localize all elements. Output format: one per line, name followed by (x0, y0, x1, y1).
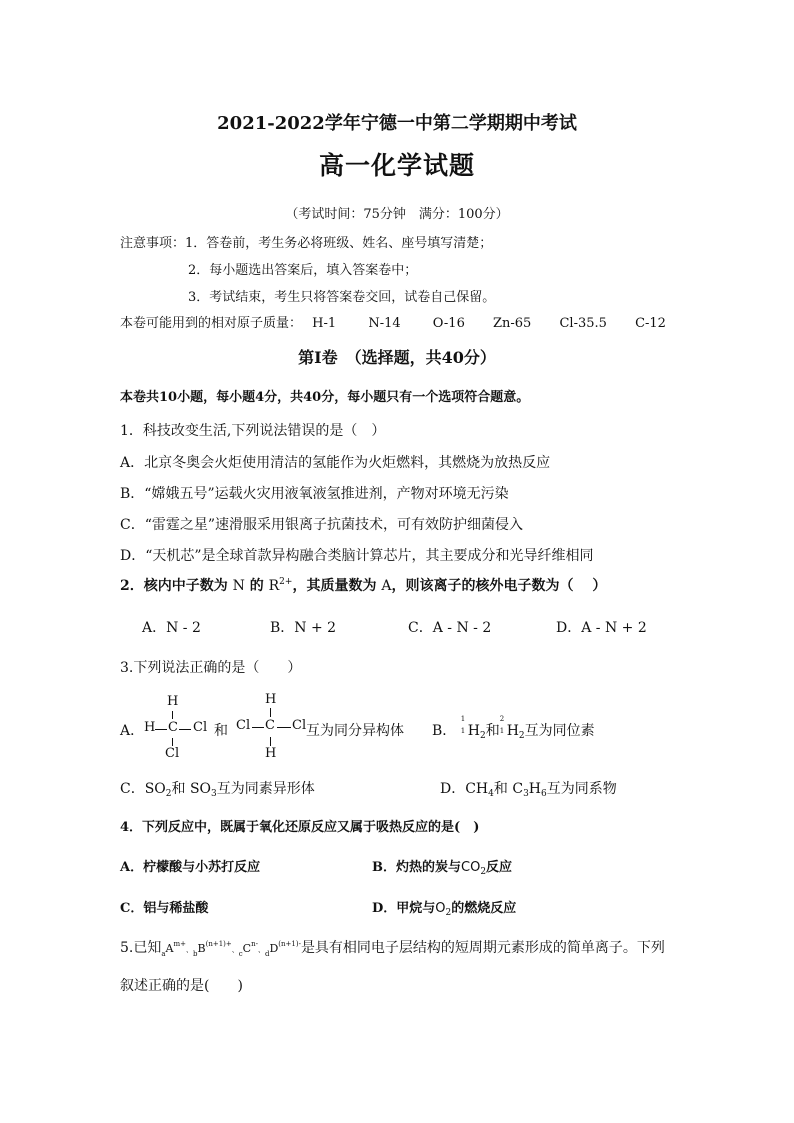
q3-d-sub-3: 6 (541, 789, 547, 799)
mol2-bond-right (277, 727, 291, 728)
q4-option-d (372, 897, 516, 916)
atomic-mass-cl: Cl-35.5 (559, 316, 607, 331)
exam-time-info: （考试时间：75分钟 满分：100分） (285, 207, 509, 222)
q5-stem-part-1: 5.已知 (120, 940, 162, 956)
q2-stem-part-4: ，则该离子的核外电子数为（ ） (391, 578, 607, 594)
q3-stem: 3.下列说法正确的是（ ） (120, 660, 302, 676)
q2-neutron-symbol: N (232, 578, 245, 594)
q3-and: 和 (214, 723, 228, 739)
q3-c-sub-1: 2 (165, 789, 172, 799)
q4-d-part-1: D．甲烷与 (372, 901, 436, 916)
section-instruction: 本卷共10小题，每小题4分，共40分，每小题只有一个选项符合题意。 (120, 390, 530, 405)
q1-option-d: D．“天机芯”是全球首款异构融合类脑计算芯片，其主要成分和光导纤维相同 (120, 548, 594, 564)
q2-stem-part-1: 2．核内中子数为 (120, 578, 228, 594)
mol2-center-atom: C (265, 718, 275, 733)
q2-ion-charge: 2+ (279, 577, 293, 587)
q3-molecule-1 (142, 690, 212, 765)
q3-option-d (440, 778, 617, 798)
q3-c-tail: 互为同素异形体 (216, 781, 315, 797)
q2-stem-part-2: 的 (249, 578, 264, 594)
q2-option-b: B．N + 2 (270, 620, 337, 636)
q5-stem-line-1 (120, 937, 665, 957)
q1-option-a: A．北京冬奥会火炬使用清洁的氢能作为火炬燃料，其燃烧为放热反应 (120, 455, 551, 471)
q3-b-subscript-2: 2 (518, 731, 525, 741)
atomic-mass-zn: Zn-65 (492, 316, 532, 331)
q3-d-sub-2: 3 (523, 789, 529, 799)
mol2-bond-left (252, 727, 264, 728)
q4-option-a: A．柠檬酸与小苏打反应 (120, 860, 261, 875)
mol2-top-atom: H (265, 692, 277, 707)
atomic-mass-label: 本卷可能用到的相对原子质量： (120, 316, 303, 331)
q3-d-part-1: D．CH (440, 781, 489, 797)
q5-ion-b: B (197, 942, 206, 955)
q5-ion-a-prefix: a (161, 950, 166, 958)
q3-c-part-1: C．SO (120, 781, 166, 797)
atomic-mass-n: N-14 (368, 316, 401, 331)
q3-molecule-2 (234, 690, 310, 765)
exam-subtitle: 高一化学试题 (318, 151, 475, 180)
q3-option-a-label: A． (120, 723, 145, 739)
q3-b-mass-1: 1 (460, 715, 466, 723)
q5-ion-d-prefix: d (264, 950, 270, 958)
q4-option-b (372, 856, 512, 875)
notes-item-3: 3．考试结束，考生只将答案卷交回，试卷自己保留。 (188, 290, 496, 305)
q2-mass-symbol: A (381, 578, 392, 594)
q5-sep-2: 、 (231, 946, 239, 954)
q3-d-part-2: 和 C (493, 781, 524, 797)
exam-title: 2021-2022学年宁德一中第二学期期中考试 (217, 113, 577, 134)
q3-c-sub-2: 3 (211, 789, 217, 799)
mol1-bond-left (155, 729, 167, 730)
mol1-bottom-atom: Cl (165, 746, 180, 761)
mol2-bond-bottom (270, 737, 271, 746)
q4-stem: 4．下列反应中，既属于氧化还原反应又属于吸热反应的是( ) (120, 820, 480, 835)
mol2-right-atom: Cl (292, 718, 307, 733)
q5-ion-a: A (165, 942, 174, 955)
q4-b-subscript: 2 (480, 867, 487, 877)
mol1-top-atom: H (167, 694, 179, 709)
q3-b-element-1: H (467, 723, 480, 739)
section-heading: 第Ⅰ卷 （选择题，共40分） (298, 348, 496, 367)
notes-label: 注意事项： (120, 236, 186, 251)
q3-option-c (120, 778, 315, 798)
q3-b-subscript-1: 2 (479, 731, 486, 741)
q5-ion-b-charge: (n+1)+ (205, 940, 232, 948)
notes-item-2: 2．每小题选出答案后，填入答案卷中； (188, 263, 418, 278)
q5-ion-d-charge: (n+1)- (278, 940, 301, 948)
q3-d-part-3: H (528, 781, 542, 797)
q5-sep-1: 、 (186, 946, 194, 954)
q2-option-d: D．A - N + 2 (556, 620, 647, 636)
q5-ion-a-charge: m+ (173, 940, 187, 948)
mol1-bond-top (172, 711, 173, 719)
q1-stem: 1．科技改变生活,下列说法错误的是（ ） (120, 423, 386, 439)
q3-c-part-2: 和 SO (171, 781, 212, 797)
q4-b-part-2: 反应 (486, 860, 513, 875)
atomic-mass-c: C-12 (635, 316, 666, 331)
q4-d-formula: O (435, 901, 446, 916)
mol1-left-atom: H (144, 720, 156, 735)
atomic-mass-o: O-16 (432, 316, 465, 331)
mol1-bond-right (179, 729, 191, 730)
q5-stem-line-2: 叙述正确的是( ) (120, 978, 243, 994)
q3-b-atomic-1: 1 (460, 727, 466, 735)
atomic-mass-line (120, 312, 666, 331)
q5-ion-c-prefix: c (238, 950, 243, 958)
q3-b-isotope-1 (460, 715, 468, 735)
q3-b-mass-2: 2 (499, 715, 505, 723)
notes-item-1: 1．答卷前，考生务必将班级、姓名、座号填写清楚； (185, 236, 493, 251)
q1-option-b: B．“嫦娥五号”运载火灾用液氧液氢推进剂，产物对环境无污染 (120, 486, 509, 502)
mol1-right-atom: Cl (193, 720, 208, 735)
q5-stem-part-2: 是具有相同电子层结构的短周期元素形成的简单离子。下列 (300, 940, 665, 956)
mol2-bond-top (270, 708, 271, 717)
mol2-left-atom: Cl (236, 718, 251, 733)
q2-stem-part-3: ，其质量数为 (292, 578, 377, 594)
mol1-bond-bottom (172, 738, 173, 746)
q3-option-a-tail: 互为同分异构体 (306, 723, 404, 739)
mol1-center-atom: C (168, 720, 178, 735)
q2-stem (120, 575, 606, 595)
q5-sep-3: 、 (257, 946, 265, 954)
q3-b-tail: 互为同位素 (524, 723, 595, 739)
q3-d-sub-1: 4 (488, 789, 494, 799)
q3-option-b (432, 715, 595, 741)
q3-option-b-label: B． (432, 723, 457, 739)
q3-b-and: 和 (485, 723, 500, 739)
q4-b-formula: CO (461, 860, 481, 875)
atomic-mass-h: H-1 (312, 316, 337, 331)
q2-option-c: C．A - N - 2 (408, 620, 492, 636)
q1-option-c: C．“雷霆之星”速滑服采用银离子抗菌技术，可有效防护细菌侵入 (120, 517, 524, 533)
q2-option-a: A．N - 2 (142, 620, 201, 636)
q3-d-tail: 互为同系物 (546, 781, 617, 797)
q2-ion-symbol: R (268, 578, 280, 594)
q4-option-c: C．铝与稀盐酸 (120, 901, 209, 916)
q5-ion-b-prefix: b (193, 950, 198, 958)
notes-line-1 (120, 232, 492, 251)
q5-ion-d: D (269, 942, 279, 955)
q4-d-part-2: 的燃烧反应 (451, 901, 517, 916)
mol2-bottom-atom: H (265, 746, 277, 761)
q2-ion (269, 578, 293, 594)
q3-b-element-2: H (506, 723, 519, 739)
q4-b-part-1: B．灼热的炭与 (372, 860, 461, 875)
q4-d-subscript: 2 (445, 908, 452, 918)
q3-b-atomic-2: 1 (499, 727, 505, 735)
q5-ion-c-charge: n- (251, 940, 258, 948)
q5-ion-c: C (242, 942, 252, 955)
q3-b-isotope-2 (499, 715, 507, 735)
